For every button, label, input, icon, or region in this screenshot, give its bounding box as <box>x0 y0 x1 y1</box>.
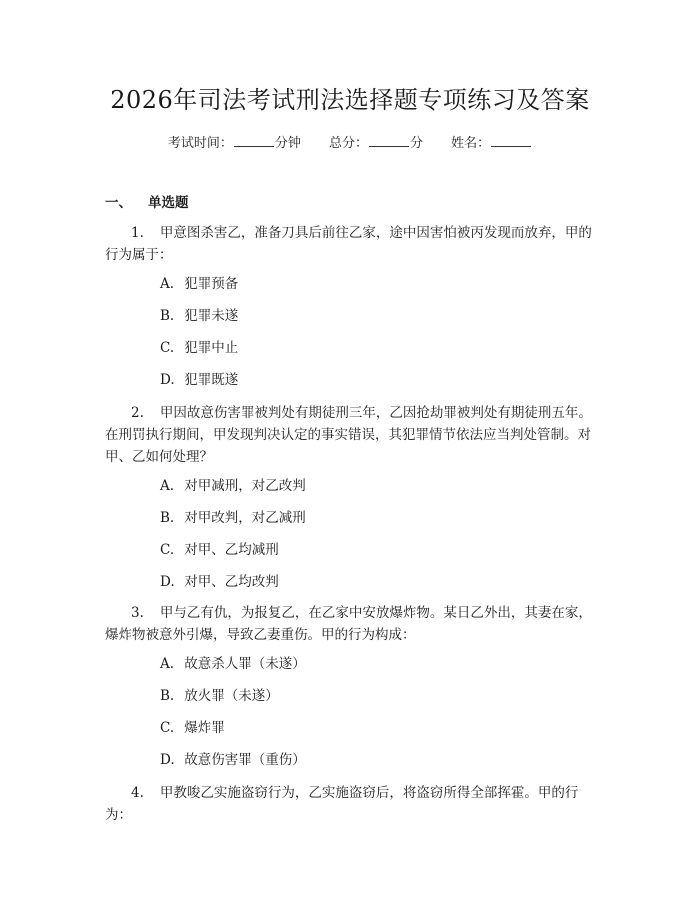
option-key: A. <box>160 276 175 292</box>
question-3 <box>105 602 600 646</box>
option-text: 犯罪既遂 <box>184 372 239 388</box>
option-3c <box>160 718 225 738</box>
option-key: C. <box>160 340 175 356</box>
option-key: C. <box>160 720 175 736</box>
exam-time-label: 考试时间： <box>167 136 233 151</box>
option-key: D. <box>160 372 175 388</box>
name-blank <box>491 134 531 147</box>
option-1a <box>160 274 238 294</box>
option-text: 对甲、乙均减刑 <box>184 542 279 558</box>
option-text: 对甲改判，对乙减刑 <box>184 510 306 526</box>
document-title: 2026年司法考试刑法选择题专项练习及答案 <box>110 86 590 114</box>
option-1c <box>160 338 238 358</box>
option-key: B. <box>160 510 175 526</box>
question-text: 甲意图杀害乙，准备刀具后前往乙家，途中因害怕被丙发现而放弃，甲的行为属于： <box>105 225 592 263</box>
exam-meta <box>0 132 700 151</box>
option-text: 犯罪预备 <box>184 276 239 292</box>
option-text: 爆炸罪 <box>184 720 225 736</box>
option-key: B. <box>160 688 175 704</box>
option-2d <box>160 572 279 592</box>
exam-time-unit: 分钟 <box>274 136 301 151</box>
option-2a <box>160 476 306 496</box>
exam-time-field <box>168 136 301 151</box>
question-number: 3. <box>131 605 144 621</box>
option-text: 犯罪中止 <box>184 340 239 356</box>
option-key: D. <box>160 752 175 768</box>
question-1 <box>105 222 600 266</box>
option-2c <box>160 540 279 560</box>
option-key: D. <box>160 574 175 590</box>
option-text: 放火罪（未遂） <box>184 688 279 704</box>
option-text: 对甲减刑，对乙改判 <box>184 478 306 494</box>
option-1b <box>160 306 238 326</box>
name-field <box>451 136 532 151</box>
question-text: 甲与乙有仇，为报复乙，在乙家中安放爆炸物。某日乙外出，其妻在家，爆炸物被意外引爆，导致乙妻重伤。甲的行为构成： <box>105 605 592 643</box>
option-key: C. <box>160 542 175 558</box>
option-text: 故意伤害罪（重伤） <box>184 752 306 768</box>
option-key: B. <box>160 308 175 324</box>
question-number: 4. <box>131 785 144 801</box>
name-label: 姓名： <box>451 136 491 151</box>
total-score-label: 总分： <box>328 136 368 151</box>
question-2 <box>105 402 600 468</box>
option-3d <box>160 750 306 770</box>
option-key: A. <box>160 656 175 672</box>
question-number: 1. <box>131 225 144 241</box>
option-1d <box>160 370 238 390</box>
section-number: 一、 <box>105 195 132 211</box>
total-score-field <box>329 136 423 151</box>
section-heading <box>105 191 189 211</box>
question-4 <box>105 782 600 826</box>
total-score-blank <box>369 134 409 147</box>
section-title: 单选题 <box>148 195 189 211</box>
option-text: 故意杀人罪（未遂） <box>184 656 306 672</box>
option-2b <box>160 508 306 528</box>
option-key: A. <box>160 478 175 494</box>
option-text: 犯罪未遂 <box>184 308 239 324</box>
option-3b <box>160 686 279 706</box>
option-text: 对甲、乙均改判 <box>184 574 279 590</box>
question-number: 2. <box>131 405 144 421</box>
exam-time-blank <box>234 134 274 147</box>
total-score-unit: 分 <box>410 136 424 151</box>
question-text: 甲因故意伤害罪被判处有期徒刑三年，乙因抢劫罪被判处有期徒刑五年。在刑罚执行期间，甲发现判决认定的事实错误，其犯罪情节依法应当判处管制。对甲、乙如何处理？ <box>105 405 592 465</box>
question-text: 甲教唆乙实施盗窃行为，乙实施盗窃后，将盗窃所得全部挥霍。甲的行为： <box>105 785 579 823</box>
option-3a <box>160 654 306 674</box>
